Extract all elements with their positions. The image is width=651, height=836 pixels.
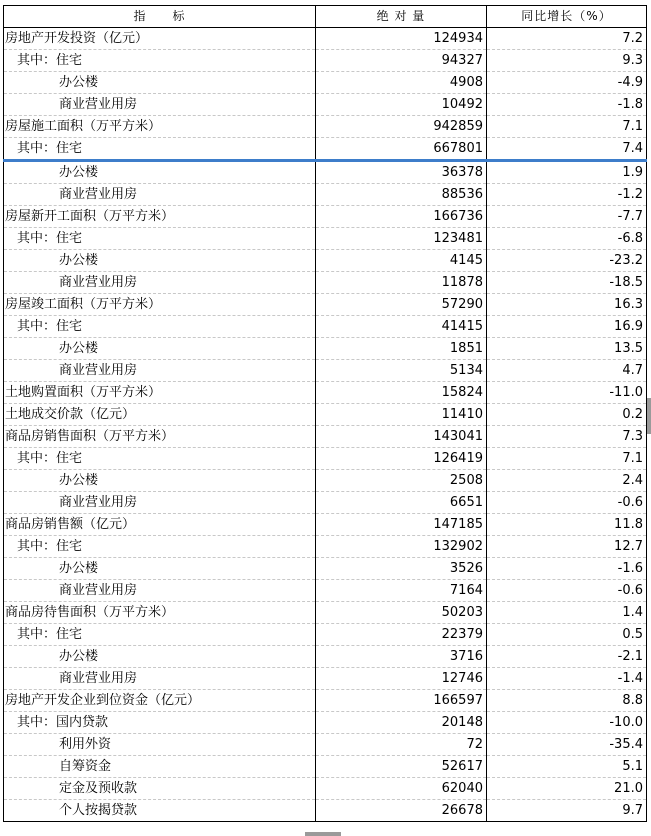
row-label: 商品房待售面积（万平方米） — [4, 602, 316, 624]
row-absolute-value: 22379 — [316, 624, 487, 646]
row-absolute-value: 41415 — [316, 316, 487, 338]
row-label: 房屋新开工面积（万平方米） — [4, 206, 316, 228]
row-yoy-growth: 2.4 — [487, 470, 647, 492]
row-yoy-growth: -7.7 — [487, 206, 647, 228]
row-absolute-value: 20148 — [316, 712, 487, 734]
horizontal-scroll-thumb[interactable] — [305, 832, 341, 836]
row-label: 房地产开发投资（亿元） — [4, 28, 316, 50]
row-yoy-growth: -35.4 — [487, 734, 647, 756]
row-absolute-value: 132902 — [316, 536, 487, 558]
row-absolute-value: 4145 — [316, 250, 487, 272]
row-yoy-growth: -18.5 — [487, 272, 647, 294]
table-row[interactable] — [4, 72, 647, 94]
row-absolute-value: 11878 — [316, 272, 487, 294]
row-absolute-value: 667801 — [316, 138, 487, 161]
row-label: 其中：住宅 — [4, 316, 316, 338]
row-absolute-value: 166736 — [316, 206, 487, 228]
row-absolute-value: 10492 — [316, 94, 487, 116]
table-body — [4, 28, 647, 822]
row-label: 办公楼 — [4, 558, 316, 580]
row-label: 其中：住宅 — [4, 624, 316, 646]
row-absolute-value: 5134 — [316, 360, 487, 382]
table-row[interactable] — [4, 382, 647, 404]
row-yoy-growth: 7.1 — [487, 448, 647, 470]
row-yoy-growth: -1.2 — [487, 184, 647, 206]
row-yoy-growth: 4.7 — [487, 360, 647, 382]
row-yoy-growth: -1.6 — [487, 558, 647, 580]
table-row[interactable] — [4, 536, 647, 558]
table-row[interactable] — [4, 558, 647, 580]
row-absolute-value: 57290 — [316, 294, 487, 316]
row-absolute-value: 36378 — [316, 161, 487, 184]
row-absolute-value: 143041 — [316, 426, 487, 448]
row-label: 定金及预收款 — [4, 778, 316, 800]
table-row[interactable] — [4, 514, 647, 536]
row-absolute-value: 6651 — [316, 492, 487, 514]
table-row[interactable] — [4, 624, 647, 646]
table-row[interactable] — [4, 294, 647, 316]
table-row[interactable] — [4, 448, 647, 470]
header-indicator[interactable]: 指 标 — [4, 6, 316, 28]
table-row[interactable] — [4, 184, 647, 206]
row-absolute-value: 7164 — [316, 580, 487, 602]
row-label: 商业营业用房 — [4, 94, 316, 116]
row-label: 其中：住宅 — [4, 138, 316, 161]
row-yoy-growth: -1.8 — [487, 94, 647, 116]
row-label: 个人按揭贷款 — [4, 800, 316, 822]
row-label: 商业营业用房 — [4, 184, 316, 206]
row-label: 房地产开发企业到位资金（亿元） — [4, 690, 316, 712]
row-absolute-value: 26678 — [316, 800, 487, 822]
table-row[interactable] — [4, 138, 647, 161]
row-label: 利用外资 — [4, 734, 316, 756]
table-row[interactable] — [4, 272, 647, 294]
row-label: 其中：国内贷款 — [4, 712, 316, 734]
row-yoy-growth: 1.9 — [487, 161, 647, 184]
row-label: 商业营业用房 — [4, 580, 316, 602]
row-yoy-growth: 16.9 — [487, 316, 647, 338]
row-absolute-value: 1851 — [316, 338, 487, 360]
table-row[interactable] — [4, 161, 647, 184]
table-row[interactable] — [4, 338, 647, 360]
table-row[interactable] — [4, 426, 647, 448]
row-yoy-growth: 7.1 — [487, 116, 647, 138]
table-row[interactable] — [4, 360, 647, 382]
row-label: 商品房销售面积（万平方米） — [4, 426, 316, 448]
row-yoy-growth: 21.0 — [487, 778, 647, 800]
row-yoy-growth: -0.6 — [487, 492, 647, 514]
row-yoy-growth: 0.5 — [487, 624, 647, 646]
row-label: 商业营业用房 — [4, 668, 316, 690]
row-yoy-growth: 11.8 — [487, 514, 647, 536]
table-row[interactable] — [4, 404, 647, 426]
row-label: 土地成交价款（亿元） — [4, 404, 316, 426]
row-label: 土地购置面积（万平方米） — [4, 382, 316, 404]
header-yoy-growth[interactable]: 同比增长（%） — [487, 6, 647, 28]
header-absolute-value[interactable]: 绝 对 量 — [316, 6, 487, 28]
row-absolute-value: 3526 — [316, 558, 487, 580]
row-yoy-growth: 7.4 — [487, 138, 647, 161]
table-header — [4, 6, 647, 28]
row-label: 其中：住宅 — [4, 536, 316, 558]
row-absolute-value: 942859 — [316, 116, 487, 138]
row-yoy-growth: 9.3 — [487, 50, 647, 72]
row-label: 其中：住宅 — [4, 448, 316, 470]
table-row[interactable] — [4, 646, 647, 668]
row-yoy-growth: -0.6 — [487, 580, 647, 602]
row-yoy-growth: 13.5 — [487, 338, 647, 360]
row-yoy-growth: 8.8 — [487, 690, 647, 712]
row-absolute-value: 11410 — [316, 404, 487, 426]
row-absolute-value: 3716 — [316, 646, 487, 668]
row-label: 房屋竣工面积（万平方米） — [4, 294, 316, 316]
row-yoy-growth: 0.2 — [487, 404, 647, 426]
row-yoy-growth: 12.7 — [487, 536, 647, 558]
row-label: 其中：住宅 — [4, 50, 316, 72]
row-absolute-value: 72 — [316, 734, 487, 756]
table-row[interactable] — [4, 228, 647, 250]
table-row[interactable] — [4, 492, 647, 514]
table-row[interactable] — [4, 50, 647, 72]
table-row[interactable] — [4, 602, 647, 624]
header-row — [4, 6, 647, 28]
row-yoy-growth: -1.4 — [487, 668, 647, 690]
vertical-scroll-thumb[interactable] — [647, 398, 651, 434]
table-row[interactable] — [4, 712, 647, 734]
row-yoy-growth: 1.4 — [487, 602, 647, 624]
row-absolute-value: 147185 — [316, 514, 487, 536]
row-absolute-value: 4908 — [316, 72, 487, 94]
table-row[interactable] — [4, 580, 647, 602]
row-yoy-growth: 5.1 — [487, 756, 647, 778]
row-absolute-value: 12746 — [316, 668, 487, 690]
row-yoy-growth: 7.2 — [487, 28, 647, 50]
row-label: 办公楼 — [4, 250, 316, 272]
row-label: 自筹资金 — [4, 756, 316, 778]
row-yoy-growth: -23.2 — [487, 250, 647, 272]
row-label: 商品房销售额（亿元） — [4, 514, 316, 536]
table-row[interactable] — [4, 28, 647, 50]
table-row[interactable] — [4, 800, 647, 822]
row-yoy-growth: -10.0 — [487, 712, 647, 734]
row-absolute-value: 62040 — [316, 778, 487, 800]
row-label: 办公楼 — [4, 72, 316, 94]
table-row[interactable] — [4, 734, 647, 756]
table-row[interactable] — [4, 668, 647, 690]
table-row[interactable] — [4, 690, 647, 712]
row-label: 办公楼 — [4, 338, 316, 360]
row-yoy-growth: -6.8 — [487, 228, 647, 250]
row-absolute-value: 50203 — [316, 602, 487, 624]
row-yoy-growth: 16.3 — [487, 294, 647, 316]
row-yoy-growth: -11.0 — [487, 382, 647, 404]
row-absolute-value: 123481 — [316, 228, 487, 250]
row-absolute-value: 52617 — [316, 756, 487, 778]
row-absolute-value: 126419 — [316, 448, 487, 470]
row-yoy-growth: -2.1 — [487, 646, 647, 668]
table-row[interactable] — [4, 756, 647, 778]
row-yoy-growth: 9.7 — [487, 800, 647, 822]
row-absolute-value: 124934 — [316, 28, 487, 50]
table-row[interactable] — [4, 116, 647, 138]
row-absolute-value: 88536 — [316, 184, 487, 206]
row-label: 办公楼 — [4, 470, 316, 492]
data-table — [3, 5, 647, 822]
table-row[interactable] — [4, 94, 647, 116]
row-label: 房屋施工面积（万平方米） — [4, 116, 316, 138]
row-yoy-growth: 7.3 — [487, 426, 647, 448]
row-label: 其中：住宅 — [4, 228, 316, 250]
row-absolute-value: 15824 — [316, 382, 487, 404]
row-label: 商业营业用房 — [4, 360, 316, 382]
table-row[interactable] — [4, 470, 647, 492]
row-label: 办公楼 — [4, 161, 316, 184]
row-absolute-value: 2508 — [316, 470, 487, 492]
row-absolute-value: 94327 — [316, 50, 487, 72]
row-absolute-value: 166597 — [316, 690, 487, 712]
table-row[interactable] — [4, 250, 647, 272]
row-yoy-growth: -4.9 — [487, 72, 647, 94]
row-label: 商业营业用房 — [4, 272, 316, 294]
table-row[interactable] — [4, 206, 647, 228]
table-row[interactable] — [4, 316, 647, 338]
table-row[interactable] — [4, 778, 647, 800]
row-label: 办公楼 — [4, 646, 316, 668]
row-label: 商业营业用房 — [4, 492, 316, 514]
